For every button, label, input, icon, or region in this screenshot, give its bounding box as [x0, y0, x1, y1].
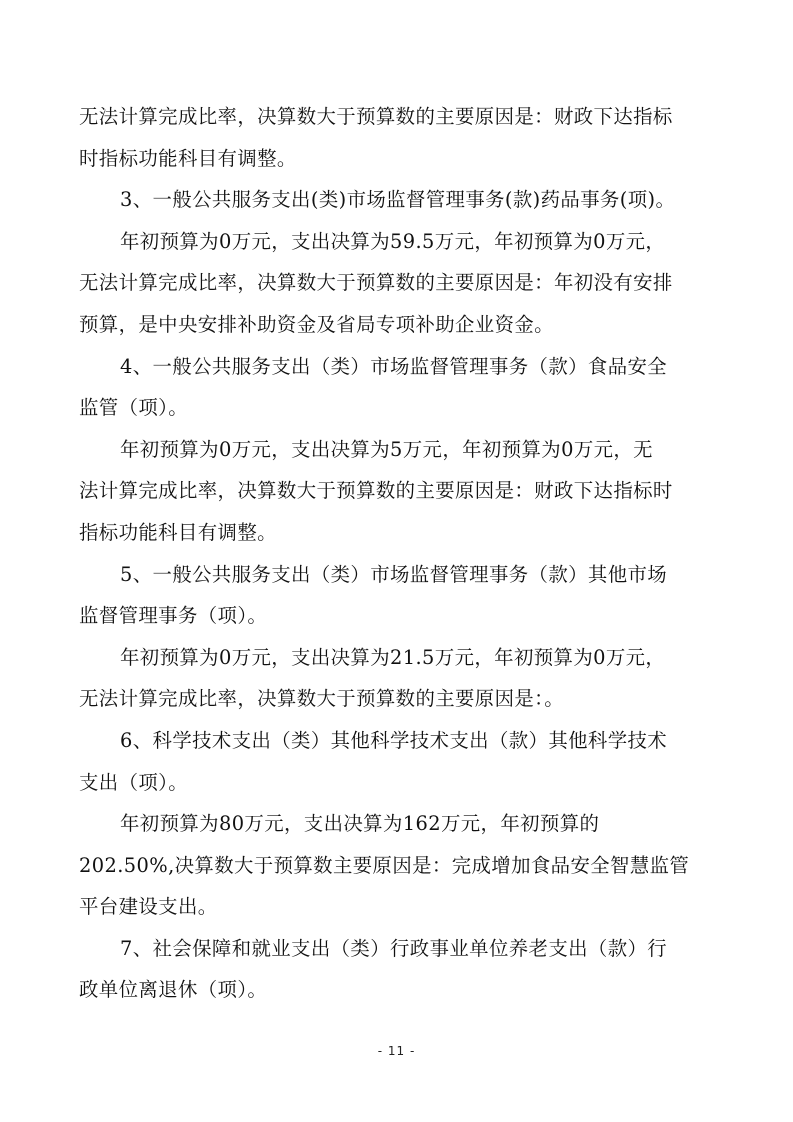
paragraph-line: 平台建设支出。: [79, 895, 218, 919]
paragraph-line: 年初预算为0万元，支出决算为59.5万元，年初预算为0万元，: [120, 229, 666, 253]
paragraph-line: 无法计算完成比率，决算数大于预算数的主要原因是：财政下达指标: [79, 105, 673, 128]
paragraph-line: 年初预算为0万元，支出决算为5万元，年初预算为0万元，无: [120, 437, 653, 461]
paragraph-line: 法计算完成比率，决算数大于预算数的主要原因是：财政下达指标时: [79, 479, 673, 503]
paragraph-line: 支出（项）。: [79, 770, 189, 794]
section-heading-6: 6、科学技术支出（类）其他科学技术支出（款）其他科学技术: [120, 728, 668, 752]
section-heading-3: 3、一般公共服务支出(类)市场监督管理事务(款)药品事务(项)。: [120, 188, 676, 212]
paragraph-line: 时指标功能科目有调整。: [79, 146, 297, 170]
paragraph-line: 年初预算为80万元，支出决算为162万元，年初预算的: [120, 812, 600, 836]
paragraph-line: 监管（项）。: [79, 396, 189, 420]
paragraph-line: 政单位离退休（项）。: [79, 978, 268, 1002]
paragraph-line: 无法计算完成比率，决算数大于预算数的主要原因是：年初没有安排: [79, 271, 673, 295]
section-heading-5: 5、一般公共服务支出（类）市场监督管理事务（款）其他市场: [120, 562, 668, 586]
paragraph-line: 无法计算完成比率，决算数大于预算数的主要原因是：。: [79, 687, 565, 711]
page-number: - 11 -: [377, 1044, 416, 1058]
paragraph-line: 监督管理事务（项）。: [79, 604, 268, 628]
section-heading-7: 7、社会保障和就业支出（类）行政事业单位养老支出（款）行: [120, 936, 668, 960]
paragraph-line: 预算，是中央安排补助资金及省局专项补助企业资金。: [79, 312, 554, 336]
paragraph-line: 202.50%,决算数大于预算数主要原因是：完成增加食品安全智慧监管: [79, 853, 690, 877]
paragraph-line: 年初预算为0万元，支出决算为21.5万元，年初预算为0万元，: [120, 645, 666, 669]
section-heading-4: 4、一般公共服务支出（类）市场监督管理事务（款）食品安全: [120, 354, 668, 378]
document-body: [79, 96, 719, 1011]
paragraph-line: 指标功能科目有调整。: [79, 520, 277, 544]
